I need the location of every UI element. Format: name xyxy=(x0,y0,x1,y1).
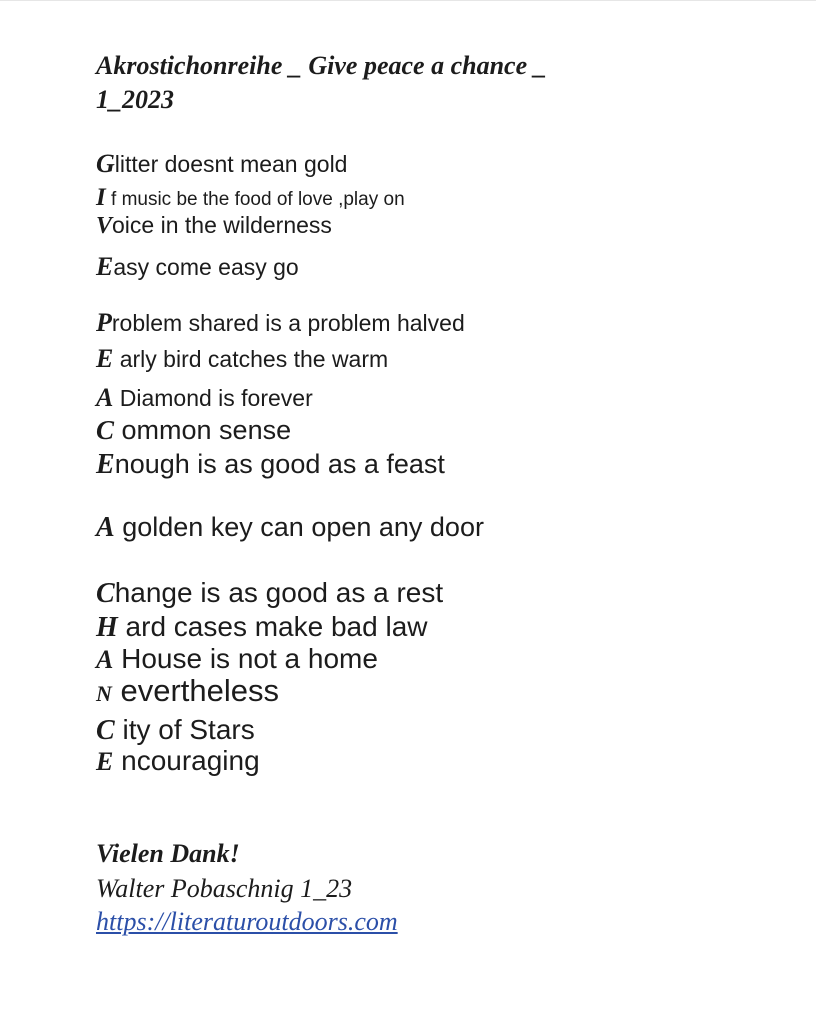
acrostic-line-e xyxy=(96,449,445,481)
acrostic-text: ard cases make bad law xyxy=(117,611,428,642)
acrostic-line-e xyxy=(96,344,388,374)
acrostic-initial: H xyxy=(96,612,118,643)
acrostic-line-c xyxy=(96,577,443,610)
acrostic-initial: V xyxy=(96,213,113,239)
acrostic-text: golden key can open any door xyxy=(114,512,484,542)
acrostic-text: nough is as good as a feast xyxy=(114,449,445,479)
thanks-line: Vielen Dank! xyxy=(96,839,240,868)
acrostic-text: litter doesnt mean gold xyxy=(114,151,348,177)
acrostic-text: ity of Stars xyxy=(114,714,255,745)
acrostic-line-e xyxy=(96,252,299,282)
acrostic-initial: A xyxy=(96,512,115,543)
acrostic-text: arly bird catches the warm xyxy=(113,346,389,372)
acrostic-line-v xyxy=(96,212,332,240)
title-line-1: Akrostichonreihe _ Give peace a chance _ xyxy=(96,51,547,80)
acrostic-text: hange is as good as a rest xyxy=(114,577,444,608)
acrostic-text: roblem shared is a problem halved xyxy=(111,310,465,336)
title-line-2: 1_2023 xyxy=(96,85,174,114)
acrostic-line-h xyxy=(96,611,428,644)
acrostic-line-e xyxy=(96,745,260,777)
acrostic-text: House is not a home xyxy=(113,643,378,674)
acrostic-initial: E xyxy=(96,747,114,776)
acrostic-text: oice in the wilderness xyxy=(112,212,332,238)
acrostic-initial: E xyxy=(96,252,114,281)
acrostic-line-i xyxy=(96,184,405,212)
author-line: Walter Pobaschnig 1_23 xyxy=(96,874,353,903)
acrostic-initial: C xyxy=(96,715,115,746)
acrostic-initial: A xyxy=(96,383,114,412)
acrostic-line-c xyxy=(96,714,255,747)
acrostic-line-a xyxy=(96,512,484,544)
acrostic-line-a xyxy=(96,383,313,413)
acrostic-text: ncouraging xyxy=(113,745,260,776)
acrostic-initial: A xyxy=(96,645,114,674)
acrostic-initial: N xyxy=(96,681,112,706)
acrostic-line-p xyxy=(96,308,465,338)
acrostic-initial: P xyxy=(96,308,112,337)
acrostic-initial: E xyxy=(96,449,115,480)
acrostic-text: Diamond is forever xyxy=(113,385,313,411)
website-link[interactable]: https://literaturoutdoors.com xyxy=(96,907,398,936)
acrostic-text: evertheless xyxy=(111,673,280,708)
acrostic-text: ommon sense xyxy=(114,415,292,445)
title-block xyxy=(96,49,736,117)
document-title xyxy=(96,49,736,117)
acrostic-text: f music be the food of love ,play on xyxy=(105,189,405,210)
acrostic-line-a xyxy=(96,643,378,675)
acrostic-initial: G xyxy=(96,149,115,178)
acrostic-initial: I xyxy=(96,184,106,211)
acrostic-initial: C xyxy=(96,578,115,609)
acrostic-initial: C xyxy=(96,415,115,445)
acrostic-line-c xyxy=(96,415,291,446)
acrostic-initial: E xyxy=(96,344,114,373)
acrostic-line-g xyxy=(96,149,347,179)
acrostic-line-n xyxy=(96,673,279,709)
acrostic-text: asy come easy go xyxy=(113,254,299,280)
